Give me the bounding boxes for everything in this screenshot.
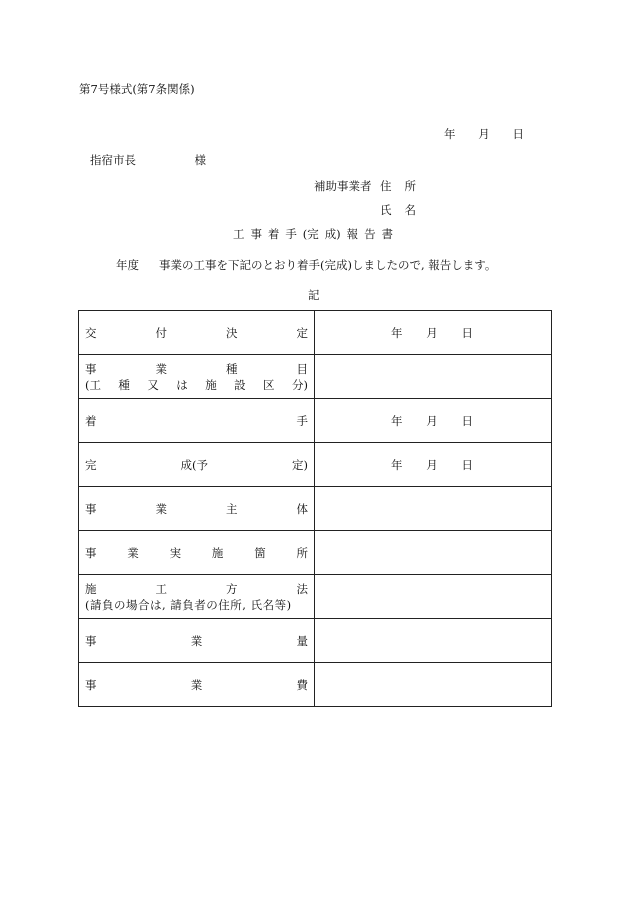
applicant-label: 補助事業者 bbox=[314, 179, 372, 193]
row-label-text: 目 bbox=[296, 361, 308, 376]
row-label-text: 種 bbox=[118, 377, 130, 392]
date-year-label: 年 bbox=[444, 127, 456, 141]
address-key-char: 住 bbox=[380, 179, 392, 193]
date-month-label: 月 bbox=[426, 457, 438, 472]
row-label-text: 分) bbox=[291, 377, 308, 392]
row-label-line bbox=[85, 413, 308, 429]
row-label-text: 区 bbox=[263, 377, 275, 392]
row-label-text: 決 bbox=[226, 325, 238, 340]
addressee bbox=[90, 152, 206, 168]
row-label-text: 施 bbox=[211, 545, 224, 560]
row-label-line bbox=[85, 581, 308, 597]
row-label-text: 着 bbox=[85, 413, 97, 428]
row-label-text: 事 bbox=[85, 633, 97, 648]
row-label-text: 所 bbox=[296, 545, 308, 560]
title-char: 成) bbox=[324, 227, 341, 241]
body-sentence: 事業の工事を下記のとおり着手(完成)しましたので, 報告します。 bbox=[159, 258, 497, 272]
row-value-cell[interactable] bbox=[315, 663, 552, 707]
row-label-text: 交 bbox=[85, 325, 97, 340]
title-char: 手 bbox=[285, 227, 297, 241]
row-label-cell bbox=[79, 531, 315, 575]
row-label-text: 又 bbox=[147, 377, 159, 392]
row-label-line bbox=[85, 545, 308, 561]
title-char: 着 bbox=[267, 227, 280, 241]
ki-mark: 記 bbox=[308, 288, 320, 302]
title-char: (完 bbox=[302, 227, 319, 241]
name-key-char: 名 bbox=[404, 203, 416, 217]
row-date bbox=[391, 413, 473, 429]
row-label-text: 箇 bbox=[254, 545, 266, 560]
row-label-text: 業 bbox=[190, 633, 203, 648]
table-row bbox=[79, 619, 552, 663]
date-day-label: 日 bbox=[461, 457, 473, 472]
row-label-text: 種 bbox=[226, 361, 238, 376]
row-label-cell bbox=[79, 619, 315, 663]
row-label-text: 法 bbox=[296, 581, 308, 596]
name-key-char: 氏 bbox=[380, 203, 392, 217]
date-day-label: 日 bbox=[461, 413, 473, 428]
date-day-label: 日 bbox=[512, 127, 524, 141]
row-label-text: 事 bbox=[85, 677, 97, 692]
table-row bbox=[79, 311, 552, 355]
row-label-line bbox=[85, 633, 308, 649]
table-row bbox=[79, 443, 552, 487]
row-value-cell[interactable] bbox=[315, 531, 552, 575]
addressee-honorific: 様 bbox=[194, 153, 206, 167]
form-number: 第7号様式(第7条関係) bbox=[79, 82, 195, 96]
row-label-text: 費 bbox=[296, 677, 308, 692]
row-label-text: 実 bbox=[169, 545, 182, 560]
title-char: 工 bbox=[233, 227, 245, 241]
row-value-cell[interactable] bbox=[315, 575, 552, 619]
date-day-label: 日 bbox=[461, 325, 473, 340]
table-row bbox=[79, 663, 552, 707]
date-month-label: 月 bbox=[426, 325, 438, 340]
table-row bbox=[79, 531, 552, 575]
row-label-line bbox=[85, 501, 308, 517]
title-char: 書 bbox=[381, 227, 393, 241]
record-table bbox=[78, 310, 552, 707]
row-label-text: 事 bbox=[85, 545, 97, 560]
table-row bbox=[79, 399, 552, 443]
row-label-line bbox=[85, 325, 308, 341]
row-label-text: 定) bbox=[292, 457, 308, 472]
row-label-text: は bbox=[176, 377, 188, 392]
title-char: 告 bbox=[364, 227, 376, 241]
date-year-label: 年 bbox=[391, 457, 403, 472]
date-month-label: 月 bbox=[426, 413, 438, 428]
row-label-text: 成(予 bbox=[180, 457, 208, 472]
address-key bbox=[380, 178, 416, 194]
row-label-text: 工 bbox=[155, 581, 167, 596]
row-date bbox=[391, 325, 473, 341]
title-char: 報 bbox=[346, 227, 359, 241]
table-row bbox=[79, 487, 552, 531]
row-label-text: 事 bbox=[85, 501, 97, 516]
row-label-text: 業 bbox=[155, 361, 167, 376]
row-label-line bbox=[85, 377, 308, 393]
row-label-line bbox=[85, 361, 308, 377]
date-year-label: 年 bbox=[391, 325, 403, 340]
row-label-cell bbox=[79, 443, 315, 487]
row-label-cell bbox=[79, 355, 315, 399]
row-label-text: 完 bbox=[85, 457, 97, 472]
applicant-block bbox=[314, 174, 416, 222]
row-value-cell[interactable] bbox=[315, 487, 552, 531]
row-value-cell[interactable] bbox=[315, 619, 552, 663]
row-value-cell[interactable] bbox=[315, 355, 552, 399]
title-char: 事 bbox=[250, 227, 262, 241]
row-value-cell[interactable] bbox=[315, 311, 552, 355]
row-label-line bbox=[85, 677, 308, 693]
table-row bbox=[79, 575, 552, 619]
document-title bbox=[233, 226, 393, 242]
date-year-label: 年 bbox=[391, 413, 403, 428]
row-label-text: 方 bbox=[226, 581, 238, 596]
body-text bbox=[116, 257, 496, 273]
row-label-text: 設 bbox=[234, 377, 246, 392]
date-month-label: 月 bbox=[478, 127, 490, 141]
row-value-cell[interactable] bbox=[315, 443, 552, 487]
row-label-cell bbox=[79, 487, 315, 531]
row-label-text: 体 bbox=[296, 501, 308, 516]
row-label-cell bbox=[79, 311, 315, 355]
row-label-text: 事 bbox=[85, 361, 97, 376]
row-label-text: 施 bbox=[85, 581, 97, 596]
row-label-text: (工 bbox=[85, 377, 101, 392]
row-label-text: 付 bbox=[155, 325, 167, 340]
row-label-text: 施 bbox=[205, 377, 217, 392]
address-key-char: 所 bbox=[404, 179, 416, 193]
row-label-cell bbox=[79, 399, 315, 443]
report-date bbox=[444, 126, 524, 142]
row-label-text: 手 bbox=[296, 413, 308, 428]
row-label-cell bbox=[79, 575, 315, 619]
row-label-cell bbox=[79, 663, 315, 707]
row-label-text: 業 bbox=[155, 501, 167, 516]
table-row bbox=[79, 355, 552, 399]
fiscal-year-label: 年度 bbox=[116, 258, 139, 272]
row-label-line bbox=[85, 597, 308, 613]
row-value-cell[interactable] bbox=[315, 399, 552, 443]
name-key bbox=[380, 202, 416, 218]
row-label-text: (請負の場合は, 請負者の住所, 氏名等) bbox=[85, 597, 292, 612]
row-label-text: 主 bbox=[226, 501, 238, 516]
row-label-text: 業 bbox=[127, 545, 139, 560]
row-label-text: 業 bbox=[190, 677, 203, 692]
addressee-name: 指宿市長 bbox=[90, 153, 136, 167]
row-label-text: 量 bbox=[296, 633, 308, 648]
row-label-text: 定 bbox=[296, 325, 308, 340]
row-label-line bbox=[85, 457, 308, 473]
row-date bbox=[391, 457, 473, 473]
